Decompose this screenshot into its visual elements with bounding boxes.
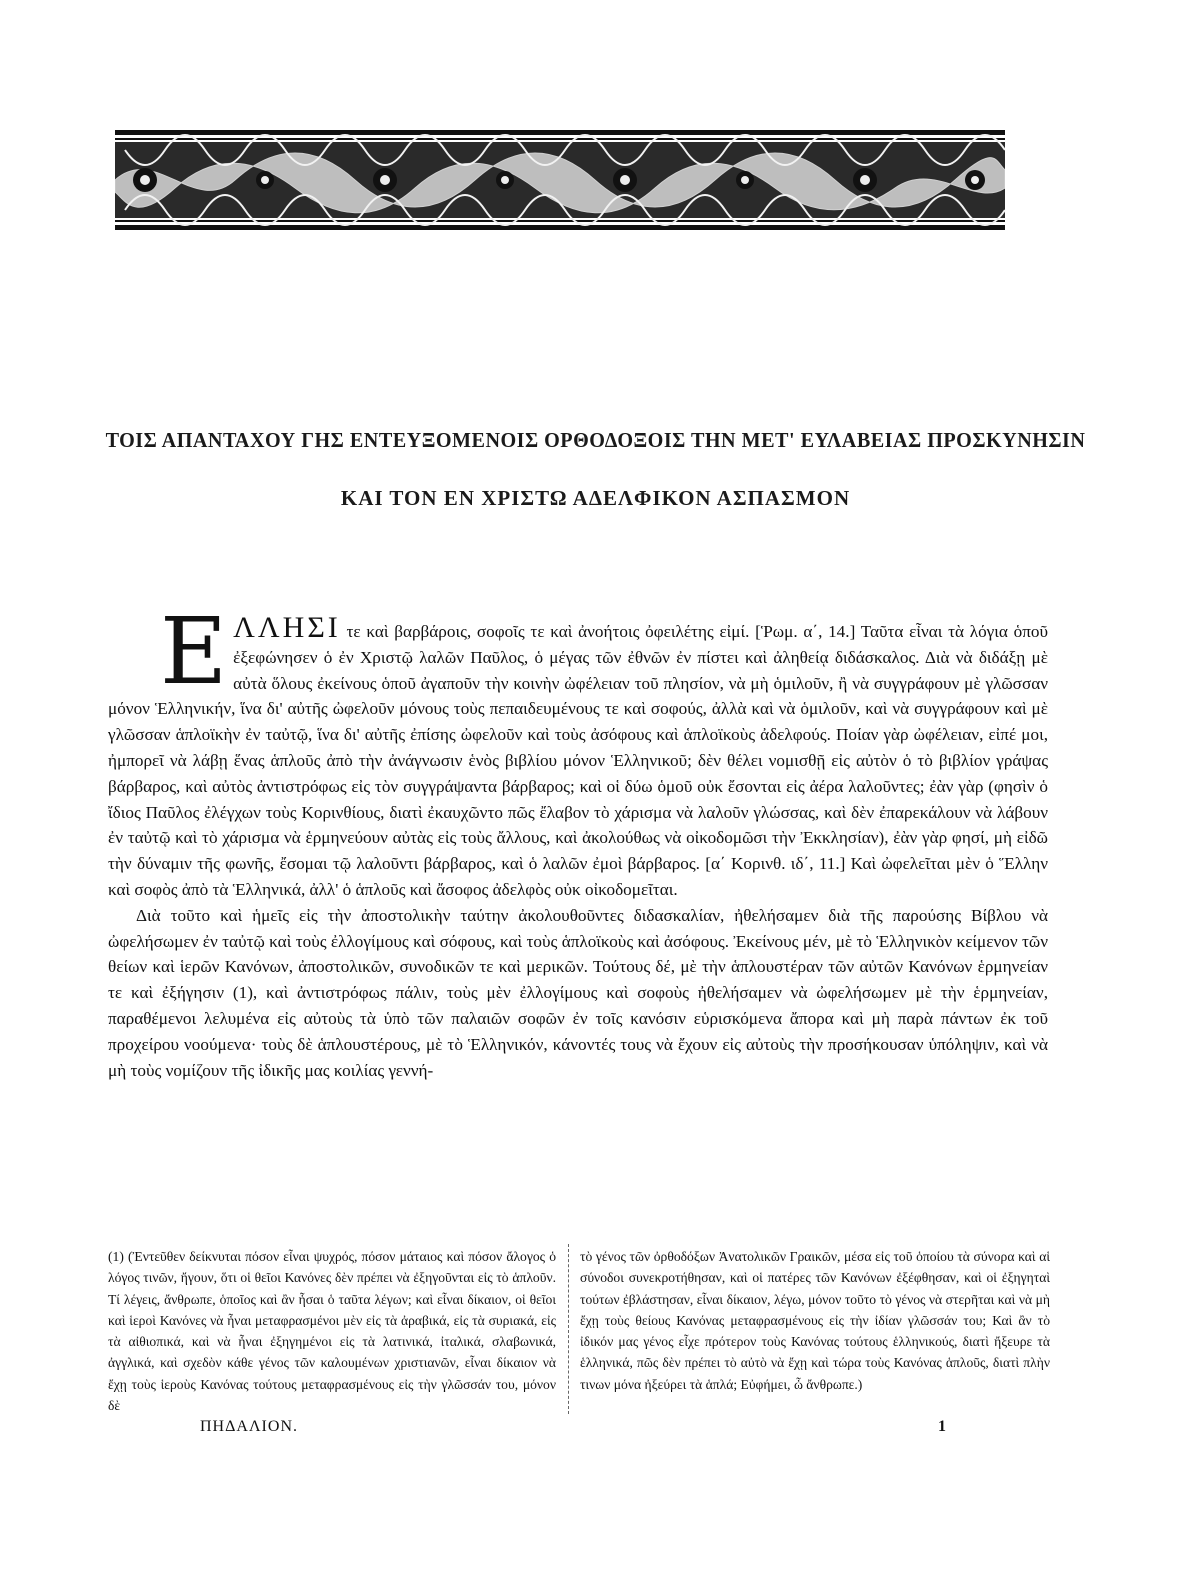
- paragraph-2: Διὰ τοῦτο καὶ ἡμεῖς εἰς τὴν ἀποστολικὴν ταύτην ἀκολουθοῦντες διδασκαλίαν, ἠθελήσαμεν διὰ τῆς παρούσης Βίβλου νὰ ὠφελήσωμεν ἐν ταὐτῷ καὶ τοὺς ἐλλογίμους καὶ σόφους, καὶ τοὺς ἁπλοϊκοὺς καὶ ἀσόφους. Ἐκείνους μέν, μὲ τὸ Ἑλληνικὸν κείμενον τῶν θείων καὶ ἱερῶν Κανόνων, ἀποστολικῶν, συνοδικῶν τε καὶ μερικῶν. Τούτους δέ, μὲ τὴν ἁπλουστέραν τῶν αὐτῶν Κανόνων ἑρμηνείαν τε καὶ ἐξήγησιν (1), καὶ ἀντιστρόφως πάλιν, τοὺς μὲν ἐλλογίμους καὶ σοφοὺς ἠθελήσαμεν νὰ ὠφελήσωμεν μὲ τὴν ἑρμηνείαν, παραθέμενοι λελυμένα εἰς αὐτοὺς τὰ ὑπὸ τῶν παλαιῶν σοφῶν ἐν τοῖς κανόσιν εὑρισκόμενα ἄπορα καὶ μὴ παρὰ πάντων ἐκ τοῦ προχείρου νοούμενα· τοὺς δὲ ἁπλουστέρους, μὲ τὸ Ἑλληνικόν, κάνοντές τους νὰ ἔχουν εἰς αὐτοὺς τὴν προσήκουσαν ὑπόληψιν, καὶ νὰ μὴ τοὺς νομίζουν τῆς ἰδικῆς μας κοιλίας γεννή-: [108, 905, 1048, 1080]
- first-word: ΛΛΗΣΙ: [233, 611, 341, 644]
- ornamental-header-band: [115, 130, 1005, 230]
- book-signature: ΠΗΔΑΛΙΟΝ.: [200, 1418, 298, 1435]
- page-number: 1: [938, 1418, 947, 1435]
- dedication-line-1: ΤΟΙΣ ΑΠΑΝΤΑΧΟΥ ΓΗΣ ΕΝΤΕΥΞΟΜΕΝΟΙΣ ΟΡΘΟΔΟΞΟΙΣ ΤΗΝ ΜΕΤ' ΕΥΛΑΒΕΙΑΣ ΠΡΟΣΚΥΝΗΣΙΝ: [105, 428, 1086, 452]
- footnote-left-column: (1) (Ἐντεῦθεν δείκνυται πόσον εἶναι ψυχρός, πόσον μάταιος καὶ πόσον ἄλογος ὁ λόγος τινῶν, ἤγουν, ὅτι οἱ θεῖοι Κανόνες δὲν πρέπει νὰ ἐξηγοῦνται εἰς τὸ ἁπλοῦν. Τί λέγεις, ἄνθρωπε, ὁποῖος καὶ ἂν ἦσαι ὁ ταῦτα λέγων; καὶ εἶναι δίκαιον, οἱ θεῖοι καὶ ἱεροὶ Κανόνες νὰ ἦναι μεταφρασμένοι μὲν εἰς τὰ ἀραβικά, εἰς τὰ συριακά, εἰς τὰ αἰθιοπικά, καὶ νὰ ἦναι ἐξηγημένοι εἰς τὰ λατινικά, ἰταλικά, σλαβωνικά, ἀγγλικά, καὶ σχεδὸν κάθε γένος τῶν καλουμένων χριστιανῶν, εἶναι δίκαιον νὰ ἔχῃ τοὺς ἱεροὺς Κανόνας τούτους μεταφρασμένους εἰς τὴν γλῶσσάν του, μόνον δὲ: [108, 1249, 556, 1414]
- drop-cap: Ε: [160, 598, 228, 705]
- footnote-column-divider: [568, 1244, 570, 1414]
- paragraph-1-text: τε καὶ βαρβάροις, σοφοῖς τε καὶ ἀνοήτοις ὀφειλέτης εἰμί. [Ῥωμ. α΄, 14.] Ταῦτα εἶναι τὰ λόγια ὁποῦ ἐξεφώνησεν ὁ ἐν Χριστῷ λαλῶν Παῦλος, ὁ μέγας τῶν ἐθνῶν ἐν πίστει καὶ ἀληθείᾳ διδάσκαλος. Διὰ νὰ διδάξῃ μὲ αὐτὰ ὅλους ἐκείνους ὁποῦ ἀγαποῦν τὴν κοινὴν ὠφέλειαν τοῦ πλησίον, νὰ μὴ ὁμιλοῦν, ἢ νὰ συγγράφουν μὲ γλῶσσαν μόνον Ἑλληνικήν, ἵνα δι' αὐτῆς ὠφελοῦν μόνους τοὺς πεπαιδευμένους τε καὶ σοφούς, ἀλλὰ καὶ νὰ ὁμιλοῦν, καὶ νὰ συγγράφουν καὶ μὲ γλῶσσαν ἁπλοϊκὴν ἐν ταὐτῷ, ἵνα δι' αὐτῆς ἐπίσης ὠφελοῦν καὶ τοὺς ἀσόφους καὶ ἁπλοϊκοὺς ἀδελφούς. Ποίαν γὰρ ὠφέλειαν, εἰπέ μοι, ἠμπορεῖ νὰ λάβῃ ἕνας ἁπλοῦς ἀπὸ τὴν ἀνάγνωσιν ἑνὸς βιβλίου μόνον Ἑλληνικοῦ; δὲν θέλει νομισθῇ εἰς αὐτὸν ὁ τὸ βιβλίον γράψας βάρβαρος, καὶ αὐτὸς ἀντιστρόφως εἰς τὸν συγγράψαντα βάρβαρος; καὶ οἱ δύω ὁμοῦ οὐκ ἔσονται εἰς ἀέρα λαλοῦντες; ἐὰν γὰρ (φησὶν ὁ ἴδιος Παῦλος ἐλέγχων τοὺς Κορινθίους, διατὶ ἐκαυχῶντο πῶς ἔλαβον τὸ χάρισμα νὰ λαλοῦν γλώσσας, καὶ δὲν ἐπαρεκάλουν νὰ λάβουν ἐν ταὐτῷ καὶ τὸ χάρισμα νὰ ἑρμηνεύουν αὐτὰς εἰς τοὺς ἄλλους, καὶ ἀκολούθως νὰ οἰκοδομῶσι τὴν Ἐκκλησίαν), ἐὰν γὰρ φησί, μὴ εἰδῶ τὴν δύναμιν τῆς φωνῆς, ἔσομαι τῷ λαλοῦντι βάρβαρος, καὶ ὁ λαλῶν ἐμοὶ βάρβαρος. [α΄ Κορινθ. ιδ΄, 11.] Καὶ ὠφελεῖται μὲν ὁ Ἕλλην καὶ σοφὸς ἀπὸ τὰ Ἑλληνικά, ἀλλ' ὁ ἁπλοῦς καὶ ἄσοφος ἀδελφὸς οὐκ οἰκοδομεῖται.: [108, 622, 1048, 899]
- dedication-line-2: ΚΑΙ ΤΟΝ ΕΝ ΧΡΙΣΤΩ ΑΔΕΛΦΙΚΟΝ ΑΣΠΑΣΜΟΝ: [340, 486, 851, 510]
- paragraph-1: [108, 598, 1048, 903]
- main-text: [108, 598, 1048, 1083]
- footnote-right-column: τὸ γένος τῶν ὀρθοδόξων Ἀνατολικῶν Γραικῶν, μέσα εἰς τοῦ ὁποίου τὰ σύνορα καὶ αἱ σύνοδοι συνεκροτήθησαν, καὶ οἱ πατέρες τῶν Κανόνων ἐξέφθησαν, καὶ οἱ ἐξηγηταὶ τούτων ἐβλάστησαν, εἶναι δίκαιον, λέγω, μόνον τοῦτο τὸ γένος νὰ στερῆται καὶ νὰ μὴ ἔχῃ τοὺς θείους Κανόνας μεταφρασμένους εἰς τὴν ἰδίαν γλῶσσάν του; Καὶ ἂν τὸ ἰδικόν μας γένος εἶχε πρότερον τοὺς Κανόνας τούτους ἑλληνικούς, διατὶ ἤξευρε τὰ ἑλληνικά, πῶς δὲν πρέπει τὸ αὐτὸ νὰ ἔχῃ καὶ τώρα τοὺς Κανόνας ἁπλοῦς, διατὶ πλὴν τινων μόνα ἠξεύρει τὰ ἁπλά; Εὐφήμει, ὦ ἄνθρωπε.): [580, 1249, 1050, 1392]
